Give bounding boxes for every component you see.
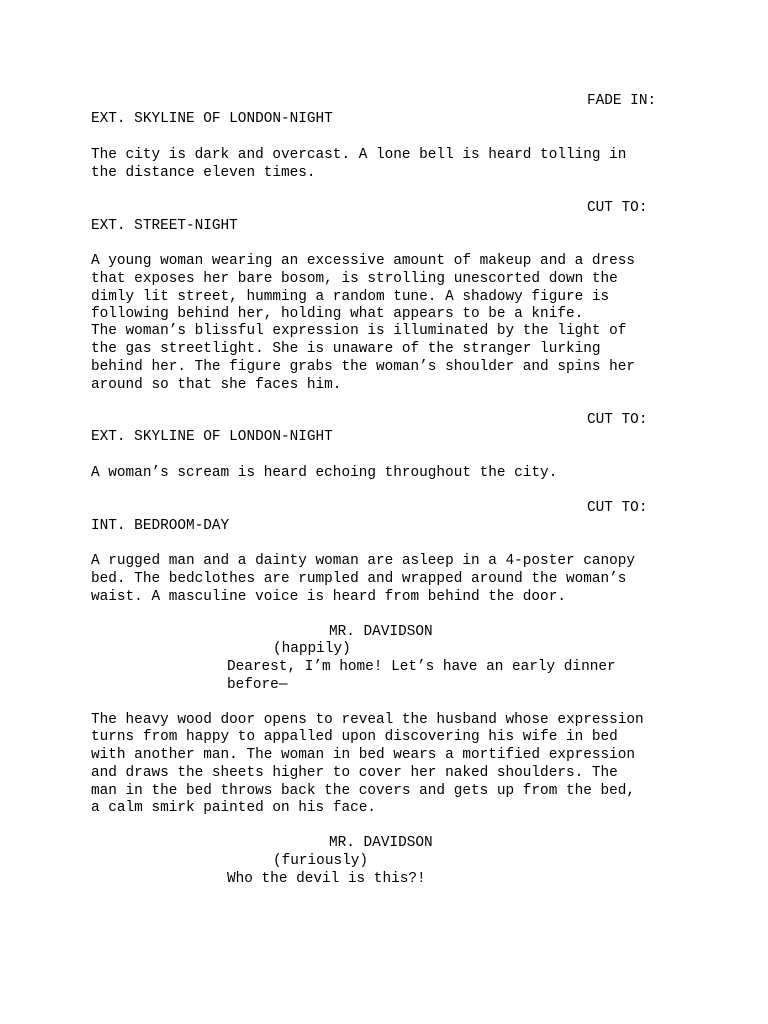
action-line: man in the bed throws back the covers and gets up from the bed,	[91, 783, 636, 799]
action-line: The woman’s blissful expression is illuminated by the light of	[91, 323, 627, 339]
action-line: waist. A masculine voice is heard from behind the door.	[91, 589, 566, 605]
dialogue-line: before—	[227, 677, 288, 693]
action-line: following behind her, holding what appears to be a knife.	[91, 306, 584, 322]
action-line: around so that she faces him.	[91, 377, 342, 393]
action-line: and draws the sheets higher to cover her naked shoulders. The	[91, 765, 618, 781]
scene-heading: EXT. STREET-NIGHT	[91, 218, 238, 234]
character-name: MR. DAVIDSON	[329, 624, 433, 640]
action-line: A rugged man and a dainty woman are asleep in a 4-poster canopy	[91, 553, 636, 569]
action-line: A young woman wearing an excessive amount of makeup and a dress	[91, 253, 636, 269]
parenthetical: (happily)	[273, 641, 351, 657]
action-line: dimly lit street, humming a random tune. A shadowy figure is	[91, 289, 610, 305]
scene-heading: INT. BEDROOM-DAY	[91, 518, 230, 534]
dialogue-line: Who the devil is this?!	[227, 871, 426, 887]
action-line: with another man. The woman in bed wears a mortified expression	[91, 747, 636, 763]
parenthetical: (furiously)	[273, 853, 368, 869]
action-line: turns from happy to appalled upon discovering his wife in bed	[91, 729, 618, 745]
action-line: the distance eleven times.	[91, 165, 316, 181]
scene-heading: EXT. SKYLINE OF LONDON-NIGHT	[91, 429, 333, 445]
action-line: behind her. The figure grabs the woman’s shoulder and spins her	[91, 359, 636, 375]
transition-fade-in: FADE IN:	[587, 93, 657, 109]
action-line: a calm smirk painted on his face.	[91, 800, 376, 816]
transition-cut-to: CUT TO:	[587, 412, 648, 428]
action-line: The city is dark and overcast. A lone bell is heard tolling in	[91, 147, 627, 163]
action-line: The heavy wood door opens to reveal the husband whose expression	[91, 712, 644, 728]
transition-cut-to: CUT TO:	[587, 200, 648, 216]
character-name: MR. DAVIDSON	[329, 835, 433, 851]
dialogue-line: Dearest, I’m home! Let’s have an early dinner	[227, 659, 616, 675]
action-line: bed. The bedclothes are rumpled and wrapped around the woman’s	[91, 571, 627, 587]
action-line: the gas streetlight. She is unaware of the stranger lurking	[91, 341, 601, 357]
action-line: that exposes her bare bosom, is strolling unescorted down the	[91, 271, 618, 287]
transition-cut-to: CUT TO:	[587, 500, 648, 516]
action-line: A woman’s scream is heard echoing throughout the city.	[91, 465, 558, 481]
scene-heading: EXT. SKYLINE OF LONDON-NIGHT	[91, 111, 333, 127]
